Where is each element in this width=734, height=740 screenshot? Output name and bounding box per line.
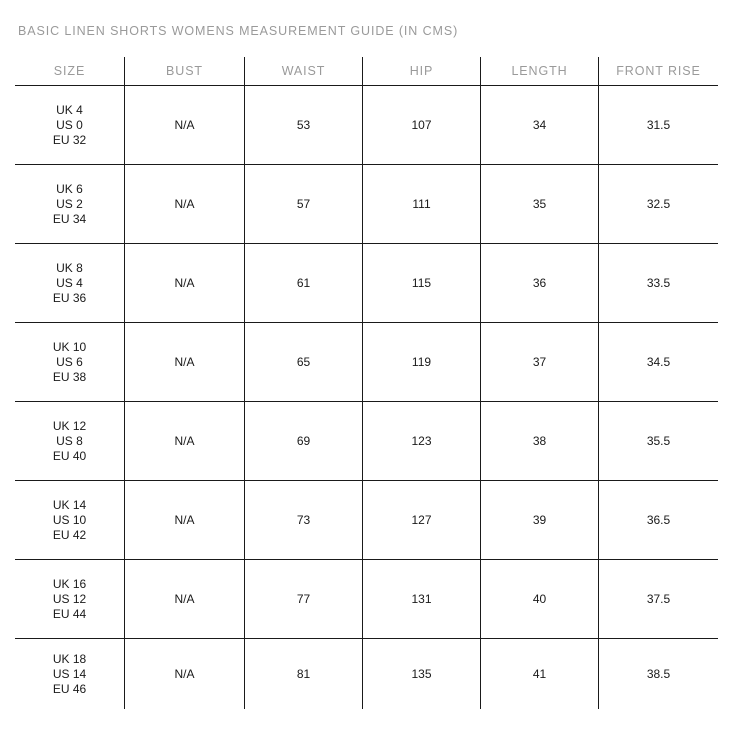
- column-header-size: SIZE: [15, 57, 125, 85]
- table-row: [15, 402, 718, 481]
- size-cell: [15, 165, 125, 243]
- table-row: [15, 323, 718, 402]
- size-uk: UK 18: [52, 651, 87, 666]
- size-us: US 6: [56, 354, 83, 369]
- waist-cell: 53: [245, 86, 363, 164]
- size-eu: EU 42: [52, 527, 87, 542]
- size-cell: [15, 244, 125, 322]
- front-rise-cell: 31.5: [646, 117, 671, 132]
- length-cell: 41: [481, 639, 599, 709]
- bust-cell: N/A: [125, 481, 245, 559]
- front-rise-cell: 37.5: [646, 591, 671, 606]
- front-rise-cell: 33.5: [646, 275, 671, 290]
- size-cell: [15, 86, 125, 164]
- waist-cell: 73: [245, 481, 363, 559]
- size-lines: [53, 103, 86, 148]
- length-cell: 34: [481, 86, 599, 164]
- column-header-length: LENGTH: [481, 57, 599, 85]
- size-us: US 14: [52, 666, 87, 681]
- table-header-row: [15, 57, 718, 86]
- waist-cell: 81: [245, 639, 363, 709]
- size-lines: [53, 577, 86, 622]
- size-uk: UK 14: [52, 497, 87, 512]
- hip-cell: 119: [363, 323, 481, 401]
- front-rise-cell: 38.5: [646, 666, 671, 681]
- size-eu: EU 46: [52, 681, 87, 696]
- bust-cell: N/A: [125, 560, 245, 638]
- table-row: [15, 481, 718, 560]
- waist-cell: 61: [245, 244, 363, 322]
- length-cell: 38: [481, 402, 599, 480]
- table-row: [15, 560, 718, 639]
- column-header-hip: HIP: [363, 57, 481, 85]
- length-cell: 40: [481, 560, 599, 638]
- length-cell: 35: [481, 165, 599, 243]
- length-cell: 39: [481, 481, 599, 559]
- size-us: US 10: [52, 512, 87, 527]
- size-cell: [15, 323, 125, 401]
- size-us: US 0: [56, 117, 83, 132]
- table-row: [15, 86, 718, 165]
- column-header-waist: WAIST: [245, 57, 363, 85]
- bust-cell: N/A: [125, 86, 245, 164]
- waist-cell: 57: [245, 165, 363, 243]
- size-lines: [53, 261, 86, 306]
- hip-cell: 123: [363, 402, 481, 480]
- size-uk: UK 16: [52, 576, 87, 591]
- hip-cell: 135: [363, 639, 481, 709]
- length-cell: 36: [481, 244, 599, 322]
- size-eu: EU 32: [52, 132, 87, 147]
- waist-cell: 65: [245, 323, 363, 401]
- column-header-bust: BUST: [125, 57, 245, 85]
- size-eu: EU 44: [52, 606, 87, 621]
- size-eu: EU 40: [52, 448, 87, 463]
- bust-cell: N/A: [125, 165, 245, 243]
- front-rise-cell: 34.5: [646, 354, 671, 369]
- size-cell: [15, 560, 125, 638]
- bust-cell: N/A: [125, 323, 245, 401]
- waist-cell: 69: [245, 402, 363, 480]
- size-eu: EU 38: [52, 369, 87, 384]
- size-uk: UK 12: [52, 418, 87, 433]
- front-rise-cell: 32.5: [646, 196, 671, 211]
- table-row: [15, 244, 718, 323]
- length-cell: 37: [481, 323, 599, 401]
- size-uk: UK 6: [56, 181, 83, 196]
- size-lines: [53, 182, 86, 227]
- size-us: US 4: [56, 275, 83, 290]
- hip-cell: 107: [363, 86, 481, 164]
- table-body: [15, 86, 718, 709]
- size-uk: UK 4: [56, 102, 83, 117]
- measurement-table: [15, 57, 718, 709]
- front-rise-cell: 36.5: [646, 512, 671, 527]
- bust-cell: N/A: [125, 244, 245, 322]
- size-eu: EU 34: [52, 211, 87, 226]
- size-cell: [15, 402, 125, 480]
- hip-cell: 131: [363, 560, 481, 638]
- column-header-front-rise: FRONT RISE: [616, 64, 701, 78]
- waist-cell: 77: [245, 560, 363, 638]
- size-uk: UK 10: [52, 339, 87, 354]
- size-cell: [15, 481, 125, 559]
- hip-cell: 111: [363, 165, 481, 243]
- size-lines: [53, 419, 86, 464]
- bust-cell: N/A: [125, 639, 245, 709]
- size-lines: [53, 498, 86, 543]
- size-lines: [53, 652, 86, 697]
- hip-cell: 115: [363, 244, 481, 322]
- front-rise-cell: 35.5: [646, 433, 671, 448]
- size-us: US 12: [52, 591, 87, 606]
- hip-cell: 127: [363, 481, 481, 559]
- bust-cell: N/A: [125, 402, 245, 480]
- table-row: [15, 639, 718, 709]
- table-row: [15, 165, 718, 244]
- size-us: US 2: [56, 196, 83, 211]
- size-uk: UK 8: [56, 260, 83, 275]
- page-title: BASIC LINEN SHORTS WOMENS MEASUREMENT GUIDE (IN CMS): [18, 24, 459, 38]
- size-lines: [53, 340, 86, 385]
- size-cell: [15, 639, 125, 709]
- size-eu: EU 36: [52, 290, 87, 305]
- size-us: US 8: [56, 433, 83, 448]
